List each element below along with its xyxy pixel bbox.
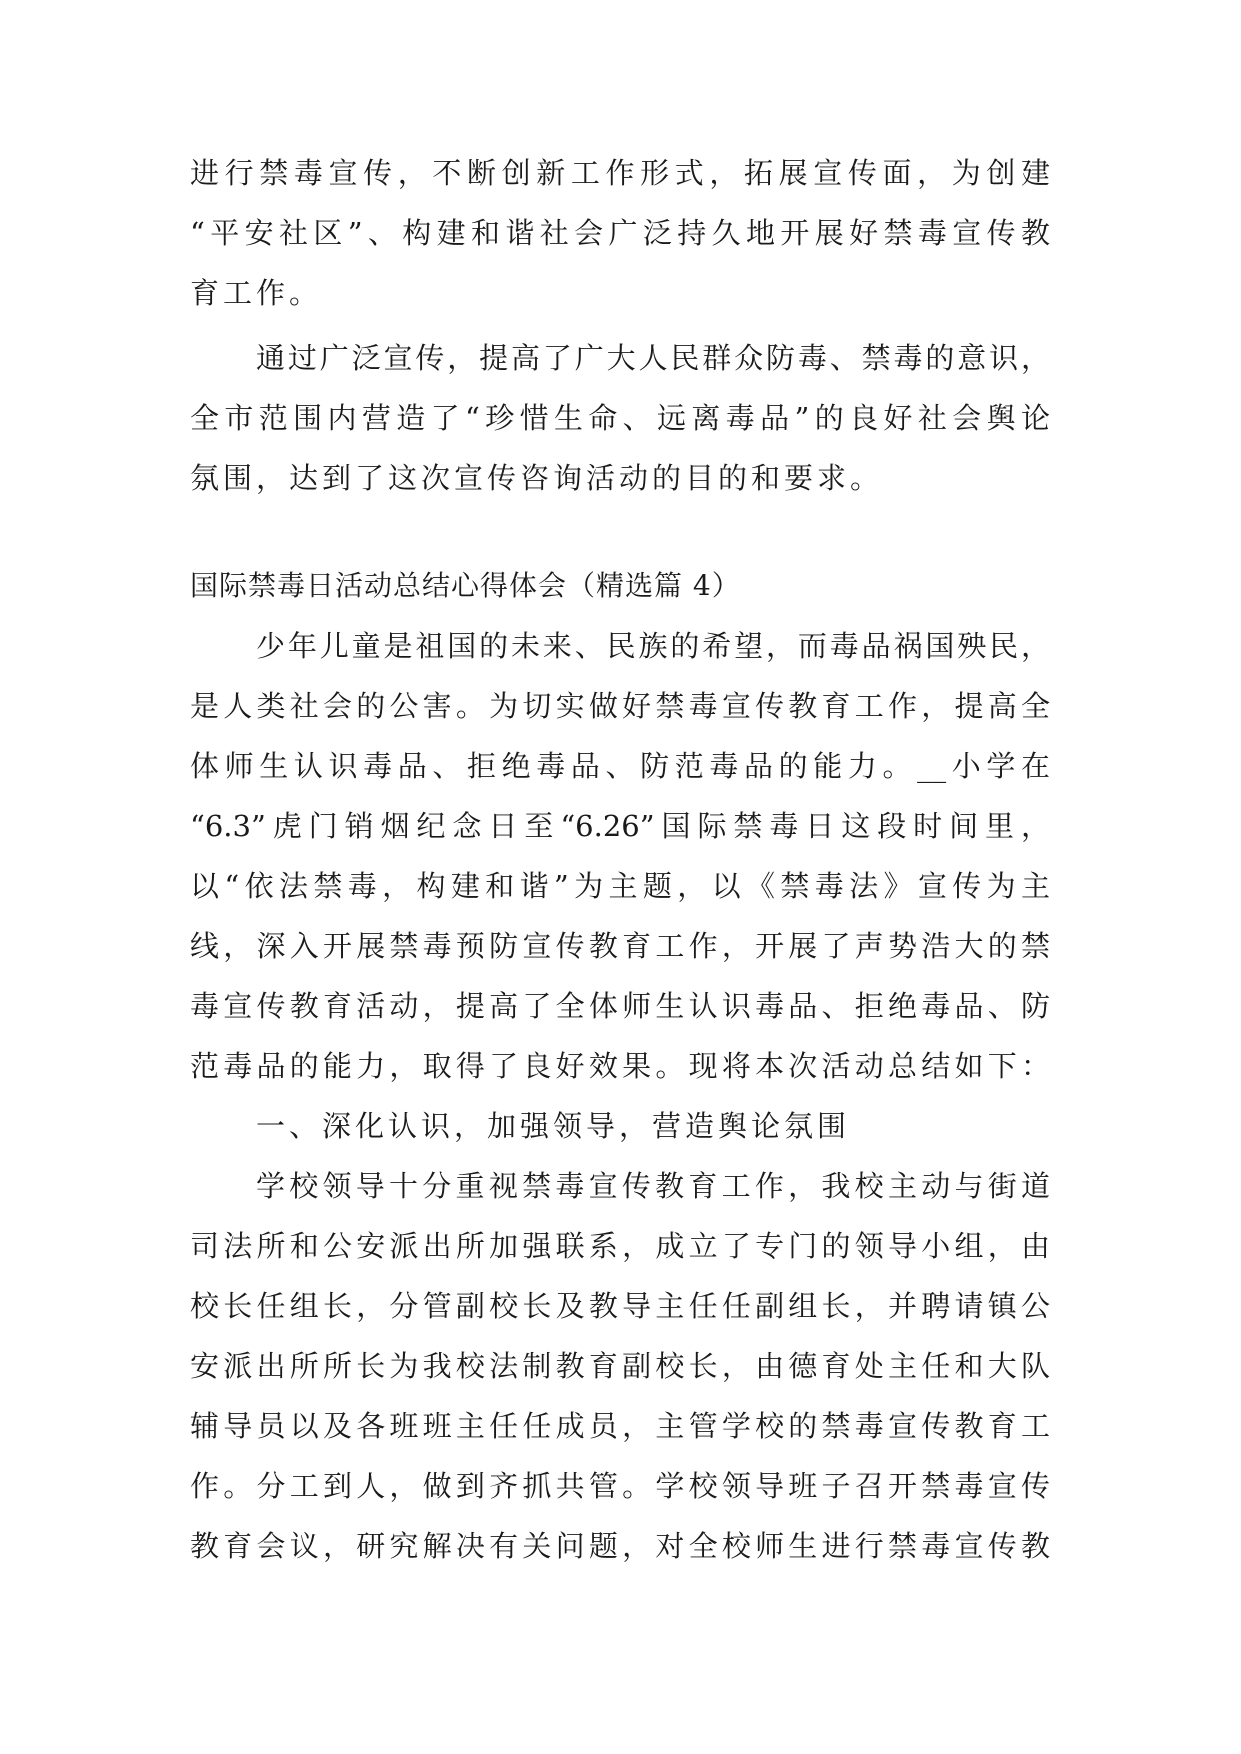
paragraph-line: 司法所和公安派出所加强联系，成立了专门的领导小组，由 bbox=[190, 1229, 1050, 1263]
paragraph-line: 体师生认识毒品、拒绝毒品、防范毒品的能力。__小学在 bbox=[190, 749, 1050, 783]
paragraph-line: 进行禁毒宣传，不断创新工作形式，拓展宣传面，为创建 bbox=[190, 156, 1050, 190]
paragraph-line: 作。分工到人，做到齐抓共管。学校领导班子召开禁毒宣传 bbox=[190, 1469, 1050, 1503]
paragraph-line: 范毒品的能力，取得了良好效果。现将本次活动总结如下： bbox=[190, 1049, 1050, 1083]
paragraph-line: 以“依法禁毒，构建和谐”为主题，以《禁毒法》宣传为主 bbox=[190, 869, 1050, 903]
paragraph-line: 少年儿童是祖国的未来、民族的希望，而毒品祸国殃民， bbox=[256, 629, 1050, 663]
paragraph-line: 线，深入开展禁毒预防宣传教育工作，开展了声势浩大的禁 bbox=[190, 929, 1050, 963]
paragraph-line: 学校领导十分重视禁毒宣传教育工作，我校主动与街道 bbox=[256, 1169, 1050, 1203]
paragraph-line: 通过广泛宣传，提高了广大人民群众防毒、禁毒的意识， bbox=[256, 341, 1050, 375]
paragraph-line: 育工作。 bbox=[190, 276, 323, 310]
subsection-heading: 一、深化认识，加强领导，营造舆论氛围 bbox=[256, 1109, 851, 1143]
paragraph-line: “平安社区”、构建和谐社会广泛持久地开展好禁毒宣传教 bbox=[190, 216, 1050, 250]
paragraph-line: 氛围，达到了这次宣传咨询活动的目的和要求。 bbox=[190, 461, 884, 495]
paragraph-line: 毒宣传教育活动，提高了全体师生认识毒品、拒绝毒品、防 bbox=[190, 989, 1050, 1023]
paragraph-line: “6.3”虎门销烟纪念日至“6.26”国际禁毒日这段时间里， bbox=[190, 809, 1050, 843]
paragraph-line: 安派出所所长为我校法制教育副校长，由德育处主任和大队 bbox=[190, 1349, 1050, 1383]
paragraph-line: 校长任组长，分管副校长及教导主任任副组长，并聘请镇公 bbox=[190, 1289, 1050, 1323]
paragraph-line: 是人类社会的公害。为切实做好禁毒宣传教育工作，提高全 bbox=[190, 689, 1050, 723]
paragraph-line: 教育会议，研究解决有关问题，对全校师生进行禁毒宣传教 bbox=[190, 1529, 1050, 1563]
section-heading: 国际禁毒日活动总结心得体会（精选篇 4） bbox=[190, 569, 741, 602]
paragraph-line: 辅导员以及各班班主任任成员，主管学校的禁毒宣传教育工 bbox=[190, 1409, 1050, 1443]
paragraph-line: 全市范围内营造了“珍惜生命、远离毒品”的良好社会舆论 bbox=[190, 401, 1050, 435]
